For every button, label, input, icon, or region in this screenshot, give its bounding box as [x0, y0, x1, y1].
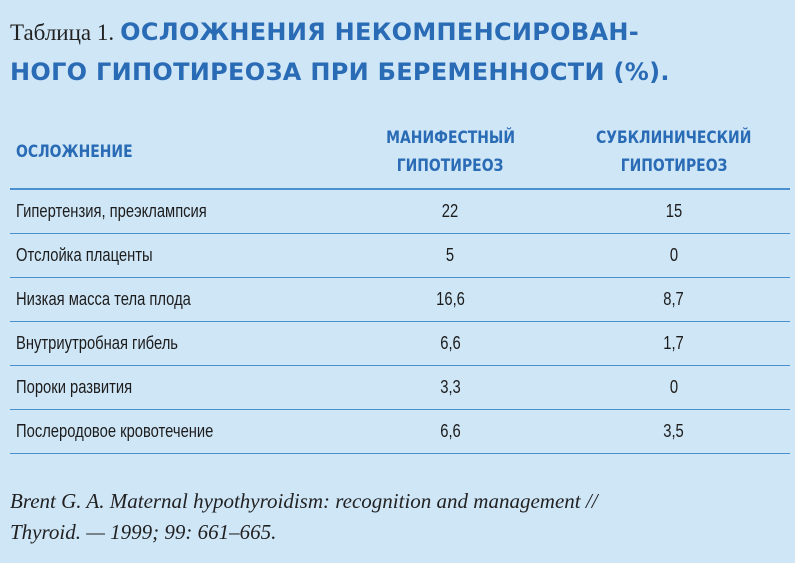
table-row — [10, 322, 790, 366]
row-manifest-value: 5 — [343, 234, 558, 278]
title-line-2 — [10, 54, 790, 94]
row-manifest-value: 22 — [343, 189, 558, 234]
header-manifest-line-2: ГИПОТИРЕОЗ — [397, 156, 504, 176]
source-line-2: Thyroid. — 1999; 99: 661–665. — [10, 520, 277, 544]
row-name: Послеродовое кровотечение — [10, 410, 343, 454]
row-manifest-value: 16,6 — [343, 278, 558, 322]
table-row — [10, 410, 790, 454]
row-name: Внутриутробная гибель — [10, 322, 343, 366]
row-manifest-value: 3,3 — [343, 366, 558, 410]
table-row — [10, 234, 790, 278]
table-row — [10, 189, 790, 234]
title-line-1 — [10, 14, 790, 54]
row-name: Низкая масса тела плода — [10, 278, 343, 322]
complications-table — [10, 116, 790, 454]
header-manifest-line-1: МАНИФЕСТНЫЙ — [386, 128, 515, 148]
header-manifest — [343, 116, 558, 189]
row-name: Пороки развития — [10, 366, 343, 410]
table-row — [10, 278, 790, 322]
row-subclinical-value: 15 — [558, 189, 790, 234]
table-caption-label: Таблица 1. — [10, 20, 115, 45]
row-name: Отслойка плаценты — [10, 234, 343, 278]
row-subclinical-value: 0 — [558, 366, 790, 410]
row-manifest-value: 6,6 — [343, 322, 558, 366]
source-citation — [10, 486, 790, 548]
row-subclinical-value: 0 — [558, 234, 790, 278]
row-name: Гипертензия, преэклампсия — [10, 189, 343, 234]
header-subclinical-line-1: СУБКЛИНИЧЕСКИЙ — [596, 128, 752, 148]
table-header-row — [10, 116, 790, 189]
row-manifest-value: 6,6 — [343, 410, 558, 454]
table-row — [10, 366, 790, 410]
table-title — [10, 14, 790, 94]
header-subclinical-line-2: ГИПОТИРЕОЗ — [620, 156, 728, 176]
table-title-main-1: ОСЛОЖНЕНИЯ НЕКОМПЕНСИРОВАН- — [120, 18, 639, 46]
row-subclinical-value: 1,7 — [558, 322, 790, 366]
table-title-main-2: НОГО ГИПОТИРЕОЗА ПРИ БЕРЕМЕННОСТИ (%). — [10, 58, 670, 86]
header-complication: ОСЛОЖНЕНИЕ — [10, 116, 343, 189]
row-subclinical-value: 3,5 — [558, 410, 790, 454]
source-line-1: Brent G. A. Maternal hypothyroidism: recognition and management // — [10, 489, 598, 513]
header-subclinical — [558, 116, 790, 189]
row-subclinical-value: 8,7 — [558, 278, 790, 322]
